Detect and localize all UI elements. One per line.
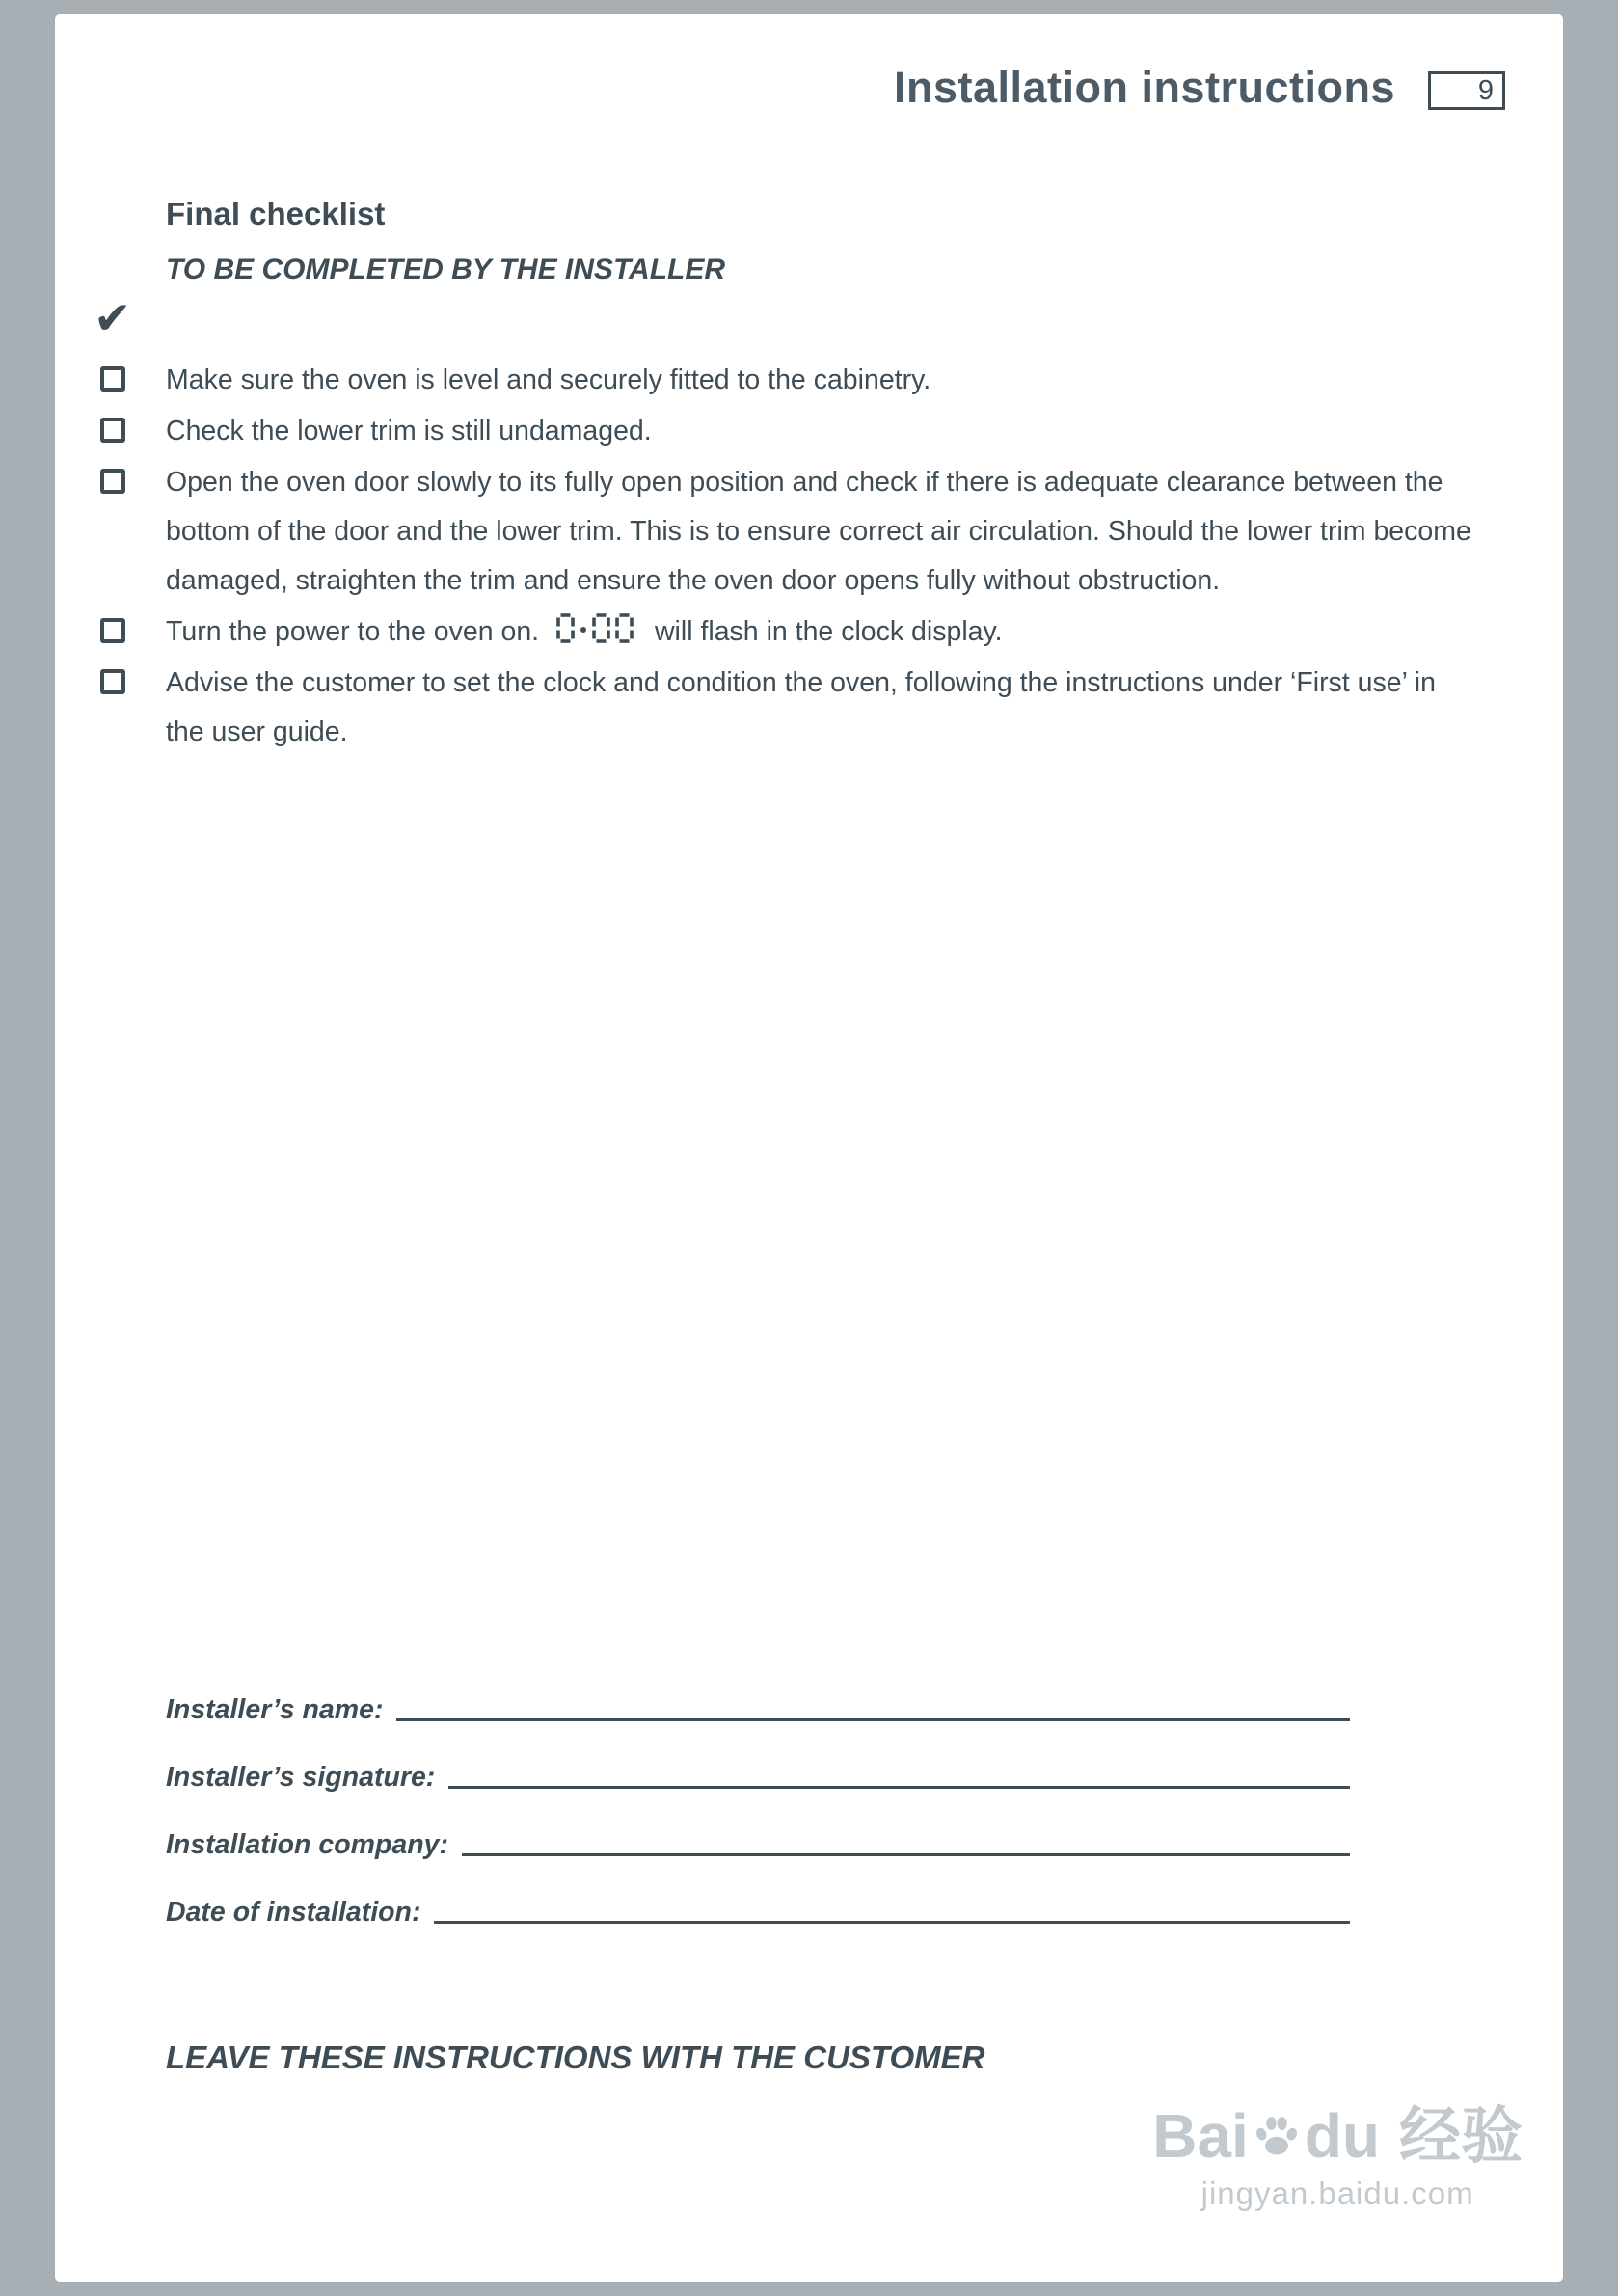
field-label: Date of installation: (166, 1897, 421, 1928)
field-label: Installer’s signature: (166, 1762, 436, 1793)
checklist-item-text: Check the lower trim is still undamaged. (166, 416, 652, 446)
field-label: Installation company: (166, 1829, 448, 1860)
checklist-item-text-after: will flash in the clock display. (654, 616, 1003, 647)
baidu-brand-text: du (1304, 2101, 1380, 2171)
checklist-item (166, 407, 1563, 456)
form-field-installer-name (166, 1661, 1350, 1729)
form-field-installer-signature (166, 1729, 1350, 1796)
page-number: 9 (1477, 74, 1494, 106)
checklist-item-text: Make sure the oven is level and securely fitted to the cabinetry. (166, 365, 931, 395)
blank-write-in-line (448, 1786, 1350, 1789)
seven-segment-clock-display-icon (556, 612, 637, 645)
checklist (166, 356, 1563, 757)
footer-note: LEAVE THESE INSTRUCTIONS WITH THE CUSTOMER (166, 2039, 985, 2075)
blank-write-in-line (396, 1718, 1350, 1721)
baidu-watermark (1152, 2101, 1523, 2212)
checklist-item-text: Advise the customer to set the clock and condition the oven, following the instructions under ‘First use’ in the user guide. (166, 667, 1436, 747)
baidu-watermark-logo (1152, 2101, 1523, 2171)
page-title: Installation instructions (893, 63, 1395, 112)
blank-write-in-line (462, 1853, 1350, 1856)
page-number-box (1428, 71, 1505, 110)
baidu-paw-icon (1253, 2112, 1301, 2160)
form-field-installation-company (166, 1796, 1350, 1864)
checklist-item (166, 356, 1563, 405)
section-heading: Final checklist (166, 196, 386, 231)
checkbox-icon (100, 669, 125, 694)
content-column (55, 196, 1563, 2076)
installer-form (166, 1661, 1350, 1931)
baidu-brand-cn-text: 经验 (1399, 2101, 1523, 2171)
checklist-item-text: Open the oven door slowly to its fully open position and check if there is adequate clearance between the bottom of the door and the lower trim. This is to ensure correct air circulation. Should the lower trim become damaged, straighten the trim and ensure the oven door opens fully without obstruction. (166, 467, 1471, 596)
checkbox-icon (100, 618, 125, 643)
form-field-installation-date (166, 1864, 1350, 1931)
checkbox-icon (100, 469, 125, 494)
checklist-item (166, 608, 1563, 657)
checklist-item (166, 458, 1563, 606)
checklist-item-text-before: Turn the power to the oven on. (166, 616, 540, 647)
blank-write-in-line (434, 1921, 1350, 1924)
page-header (55, 14, 1563, 113)
baidu-brand-text: Bai (1152, 2101, 1249, 2171)
checkbox-icon (100, 366, 125, 392)
field-label: Installer’s name: (166, 1694, 384, 1725)
section-subheading: TO BE COMPLETED BY THE INSTALLER (166, 254, 726, 285)
check-mark-icon: ✔ (94, 292, 132, 343)
checkbox-icon (100, 418, 125, 443)
checklist-item (166, 659, 1563, 757)
baidu-watermark-url: jingyan.baidu.com (1200, 2175, 1474, 2211)
document-page (55, 14, 1563, 2282)
checklist-item-text (166, 608, 1003, 657)
